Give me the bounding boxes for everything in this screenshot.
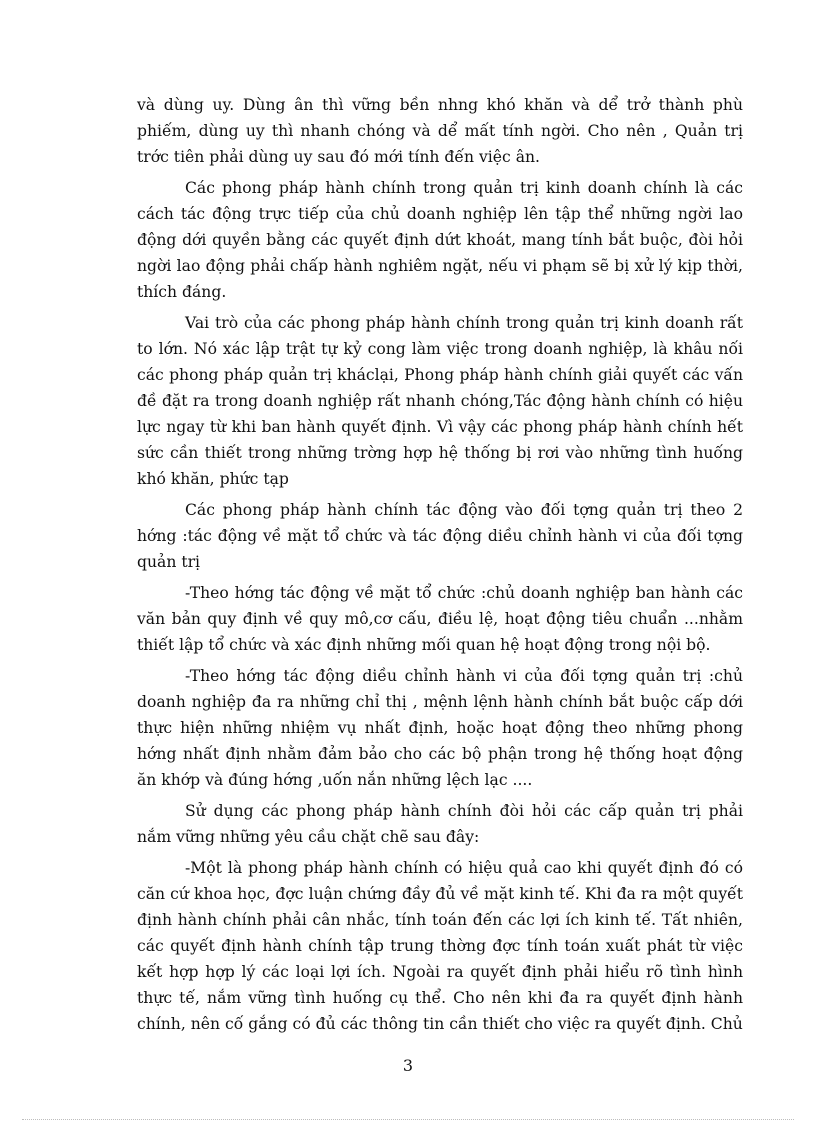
paragraph: -Theo hớng tác động diều chỉnh hành vi của đối tợng quản trị :chủ doanh nghiệp đa ra những chỉ thị , mệnh lệnh hành chính bắt buộc cấp dới thực hiện những nhiệm vụ nhất định, hoặc hoạt động theo những phong hớng nhất định nhằm đảm bảo cho các bộ phận trong hệ thống hoạt động ăn khớp và đúng hớng ,uốn nắn những lệch lạc ....: [137, 667, 743, 789]
paragraph: Sử dụng các phong pháp hành chính đòi hỏi các cấp quản trị phải nắm vững những yêu cầu chặt chẽ sau đây:: [137, 802, 743, 846]
page-divider: [22, 1119, 794, 1120]
paragraph: -Theo hớng tác động về mặt tổ chức :chủ doanh nghiệp ban hành các văn bản quy định về quy mô,cơ cấu, điều lệ, hoạt động tiêu chuẩn ...nhằm thiết lập tổ chức và xác định những mối quan hệ hoạt động trong nội bộ.: [137, 584, 743, 654]
paragraph: -Một là phong pháp hành chính có hiệu quả cao khi quyết định đó có căn cứ khoa học, đợc luận chứng đầy đủ về mặt kinh tế. Khi đa ra một quyết định hành chính phải cân nhắc, tính toán đến các lợi ích kinh tế. Tất nhiên, các quyết định hành chính tập trung thờng đợc tính toán xuất phát từ việc kết hợp hợp lý các loại lợi ích. Ngoài ra quyết định phải hiểu rõ tình hình thực tế, nắm vững tình huống cụ thể. Cho nên khi đa ra quyết định hành chính, nên cố gắng có đủ các thông tin cần thiết cho việc ra quyết định. Chủ: [137, 859, 743, 1033]
paragraph: Các phong pháp hành chính trong quản trị kinh doanh chính là các cách tác động trực tiếp của chủ doanh nghiệp lên tập thể những ngời lao động dới quyền bằng các quyết định dứt khoát, mang tính bắt buộc, đòi hỏi ngời lao động phải chấp hành nghiêm ngặt, nếu vi phạm sẽ bị xử lý kịp thời, thích đáng.: [137, 179, 743, 301]
paragraph: và dùng uy. Dùng ân thì vững bền nhng khó khăn và dể trở thành phù phiếm, dùng uy thì nhanh chóng và dể mất tính ngời. Cho nên , Quản trị trớc tiên phải dùng uy sau đó mới tính đến việc ân.: [137, 96, 743, 166]
page-number: 3: [402, 1056, 414, 1075]
paragraph: Các phong pháp hành chính tác động vào đối tợng quản trị theo 2 hớng :tác động về mặt tổ chức và tác động diều chỉnh hành vi của đối tợng quản trị: [137, 501, 743, 571]
paragraph: Vai trò của các phong pháp hành chính trong quản trị kinh doanh rất to lớn. Nó xác lập trật tự kỷ cong làm việc trong doanh nghiệp, là khâu nối các phong pháp quản trị kháclại, Phong pháp hành chính giải quyết các vấn đề đặt ra trong doanh nghiệp rất nhanh chóng,Tác động hành chính có hiệu lực ngay từ khi ban hành quyết định. Vì vậy các phong pháp hành chính hết sức cần thiết trong những trờng hợp hệ thống bị rơi vào những tình huống khó khăn, phức tạp: [137, 314, 743, 488]
document-body: [137, 92, 743, 1042]
